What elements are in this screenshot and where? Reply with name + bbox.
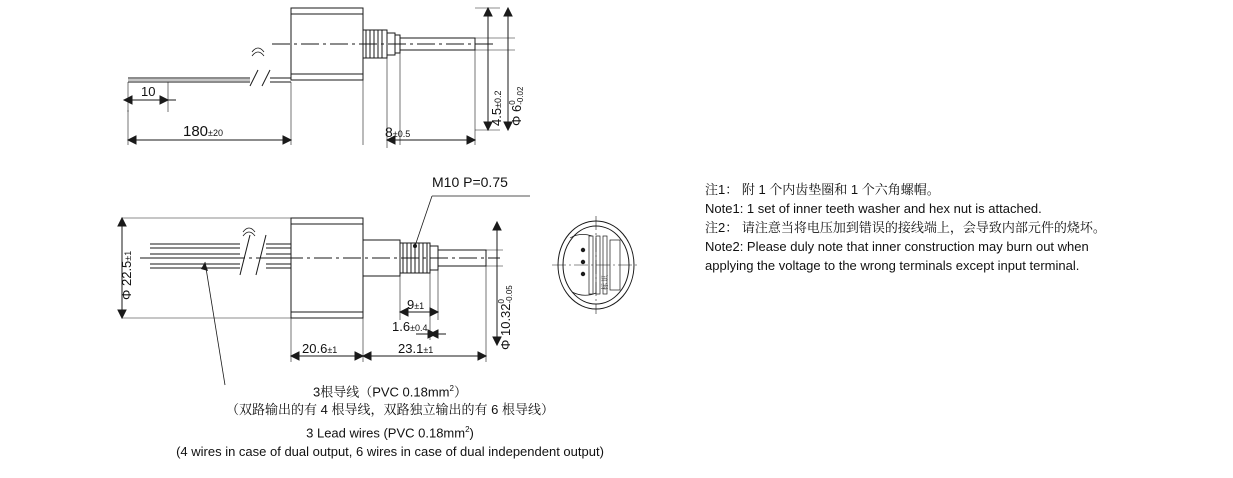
dim-231: 23.1±1 [398, 341, 434, 356]
dim-206: 20.6±1 [302, 341, 338, 356]
note1-en: Note1: 1 set of inner teeth washer and hex nut is attached. [705, 201, 1042, 216]
caption-en-line1: 3 Lead wires (PVC $0.18mm^2$) [306, 425, 474, 441]
note2-cn: 注2： 请注意当将电压加到错误的接线端上，会导致内部元件的烧坏。 [705, 220, 1106, 235]
caption-en-line2: (4 wires in case of dual output, 6 wires in case of dual independent output) [176, 443, 604, 459]
leadwire-caption [10, 380, 770, 461]
dim-body-dia: Φ 22.5±1 [119, 250, 134, 300]
note1-cn: 注1： 附 1 个内齿垫圈和 1 个六角螺帽。 [705, 182, 940, 197]
note2-en-line2: applying the voltage to the wrong terminals except input terminal. [705, 258, 1080, 273]
caption-cn-line2: （双路输出的有 4 根导线，双路独立输出的有 6 根导线） [226, 402, 554, 418]
dim-lead-end: 10 [141, 84, 156, 99]
notes-block [705, 180, 1175, 275]
dim-bush-len: 4.5±0.2 [489, 90, 504, 126]
dim-lead-length: 180±20 [183, 123, 223, 140]
thread-label: M10 P=0.75 [432, 174, 508, 190]
dim-dia6: Φ 6 0 -0.02 [507, 86, 525, 126]
dim-9: 9±1 [407, 297, 425, 312]
caption-cn-line1: 3根导线（PVC $0.18mm^2$） [312, 384, 467, 400]
terminal-stamp-text: 标识 [602, 274, 609, 290]
dim-dia1032: Φ 10.32 0 -0.05 [496, 285, 514, 350]
dim-16: 1.6±0.4 [392, 319, 428, 334]
note2-en-line1: Note2: Please duly note that inner construction may burn out when [705, 239, 1089, 254]
dim-shaft-len: 8±0.5 [385, 124, 411, 140]
bottom-body-outline [291, 218, 363, 318]
